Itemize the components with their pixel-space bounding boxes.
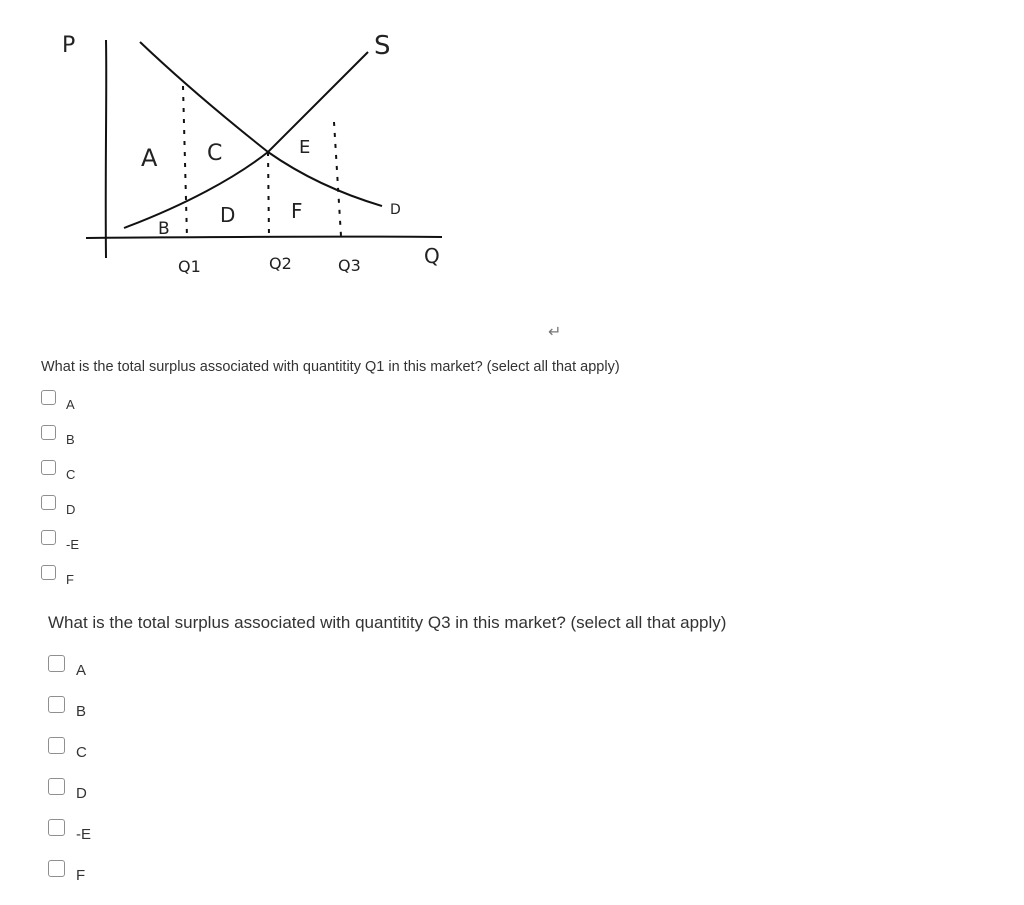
q2-label: Q2 <box>269 254 292 273</box>
price-axis <box>106 40 107 258</box>
price-axis-label: P <box>62 33 76 58</box>
option-b[interactable] <box>41 421 620 456</box>
option-label: -E <box>66 537 79 552</box>
area-label-a: A <box>141 144 158 172</box>
quantity-axis <box>86 237 442 238</box>
q1-dashed-line <box>183 86 187 238</box>
demand-label: D <box>390 202 401 218</box>
area-label-b: B <box>158 219 170 239</box>
question-q1 <box>41 357 620 596</box>
option-b[interactable] <box>48 690 726 731</box>
option-label: B <box>76 703 87 720</box>
checkbox[interactable] <box>48 778 65 795</box>
checkbox[interactable] <box>41 565 56 580</box>
checkbox[interactable] <box>41 530 56 545</box>
option-d[interactable] <box>48 772 726 813</box>
supply-curve <box>124 52 368 228</box>
option-a[interactable] <box>41 386 620 421</box>
demand-curve <box>140 42 382 206</box>
option-label: C <box>66 467 76 482</box>
checkbox[interactable] <box>48 737 65 754</box>
area-label-e: E <box>299 137 311 158</box>
checkbox[interactable] <box>48 696 65 713</box>
supply-demand-diagram <box>0 0 1024 300</box>
checkbox[interactable] <box>48 819 65 836</box>
checkbox[interactable] <box>48 860 65 877</box>
q3-dashed-line <box>334 122 341 236</box>
checkbox[interactable] <box>41 495 56 510</box>
option-label: C <box>76 744 87 761</box>
option-c[interactable] <box>48 731 726 772</box>
q3-label: Q3 <box>338 256 361 275</box>
option-f[interactable] <box>48 854 726 895</box>
area-label-c: C <box>207 141 223 166</box>
option-label: D <box>66 502 76 517</box>
question-q3 <box>48 611 726 895</box>
checkbox[interactable] <box>48 655 65 672</box>
q1-label: Q1 <box>178 257 201 276</box>
question-text: What is the total surplus associated with quantitity Q1 in this market? (select all that apply) <box>41 359 620 375</box>
option-label: F <box>66 572 74 587</box>
quantity-axis-label: Q <box>424 244 440 268</box>
option-d[interactable] <box>41 491 620 526</box>
option-neg-e[interactable] <box>48 813 726 854</box>
return-icon: ↵ <box>548 322 562 341</box>
option-label: F <box>76 867 86 884</box>
option-c[interactable] <box>41 456 620 491</box>
option-a[interactable] <box>48 649 726 690</box>
option-label: D <box>76 785 87 802</box>
supply-label: S <box>374 31 391 61</box>
option-label: A <box>66 397 75 412</box>
checkbox[interactable] <box>41 460 56 475</box>
area-label-d: D <box>220 203 236 227</box>
checkbox[interactable] <box>41 390 56 405</box>
area-label-f: F <box>291 199 303 223</box>
option-label: -E <box>76 826 91 843</box>
option-label: B <box>66 432 75 447</box>
option-label: A <box>76 662 87 679</box>
checkbox[interactable] <box>41 425 56 440</box>
question-text: What is the total surplus associated with quantitity Q3 in this market? (select all that apply) <box>48 613 727 632</box>
option-f[interactable] <box>41 561 620 596</box>
option-neg-e[interactable] <box>41 526 620 561</box>
q2-dashed-line <box>268 152 269 238</box>
